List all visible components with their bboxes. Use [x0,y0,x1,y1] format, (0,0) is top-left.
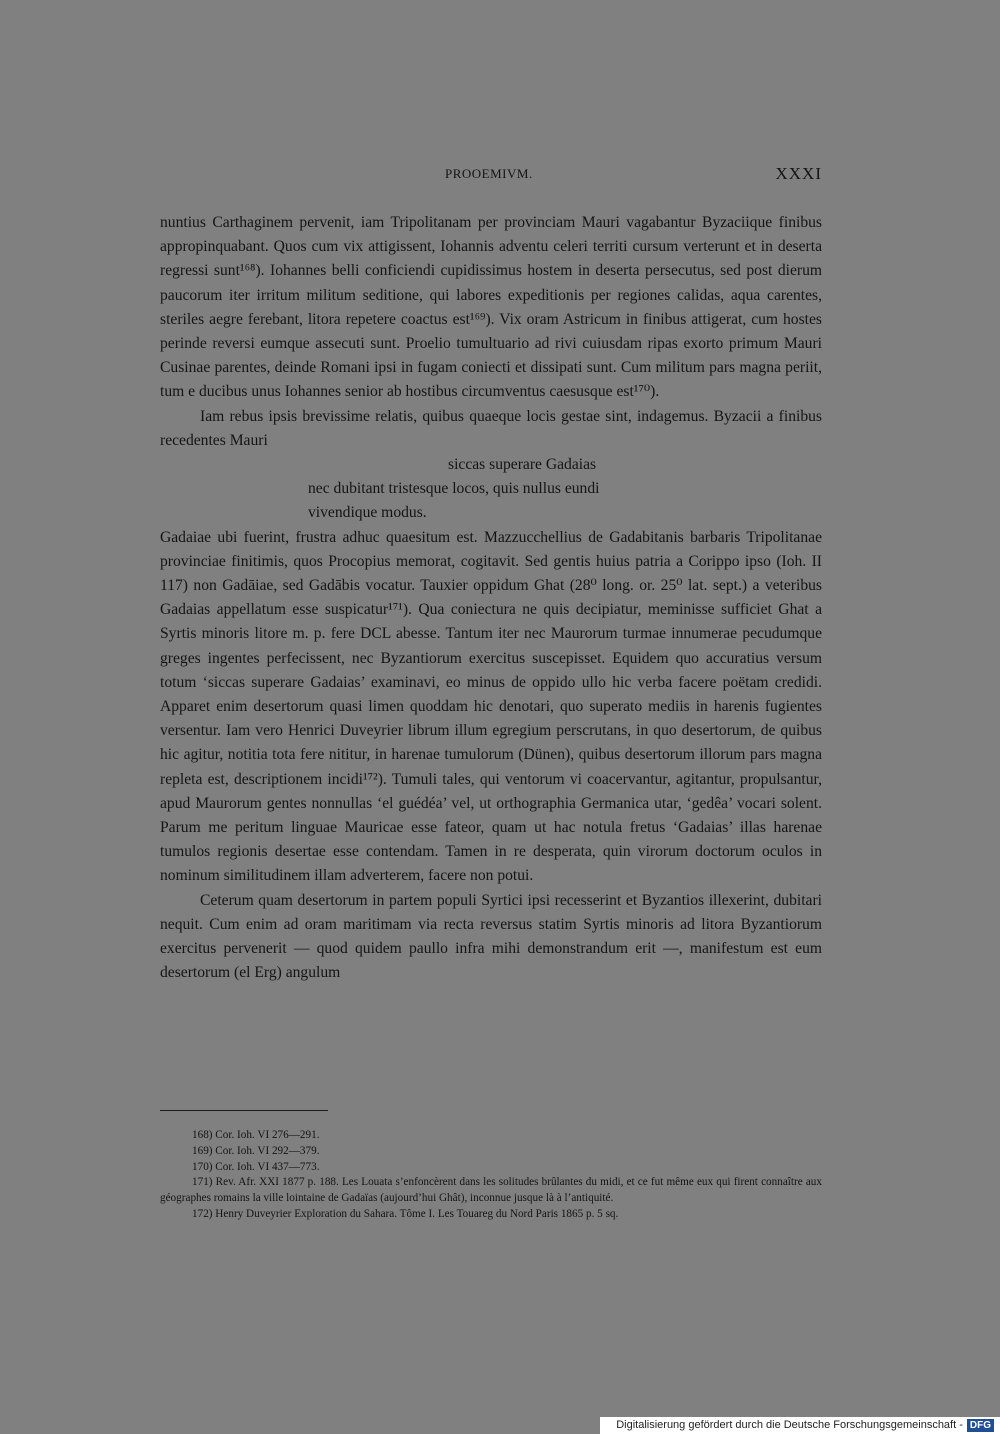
paragraph-4: Ceterum quam desertorum in partem populi Syrtici ipsi recesserint et Byzantios illexerint, dubitari nequit. Cum enim ad oram maritimam via recta reversus statim Syrtis minoris ad litora Byzantiorum exercitus pervenerit — quod quidem paullo infra mihi demonstrandum erit —, manifestum est eum desertorum (el Erg) angulum [160,891,822,982]
page-number: XXXI [775,164,822,183]
funding-credit-text: Digitalisierung gefördert durch die Deutsche Forschungsgemeinschaft - [616,1419,963,1431]
footnotes [160,1128,822,1223]
paragraph-1: nuntius Carthaginem pervenit, iam Tripolitanam per provinciam Mauri vagabantur Byzaciique finibus appropinquabant. Quos cum vix attigissent, Iohannis adventu celeri territi cursum verterunt et in deserta regressi sunt¹⁶⁸). Iohannes belli conficiendi cupidissimus hostem in deserta persecutus, sed post dierum paucorum iter irritum militum seditione, qui labores expeditionis per regiones calidas, aqua carentes, steriles aegre ferebant, litora repetere coactus est¹⁶⁹). Vix oram Astricum in finibus attigerat, cum hostes perinde reversi eumque assecuti sunt. Proelio tumultuario ad rivi cuiusdam ripas exorto primum Mauri Cusinae parentes, deinde Romani ipsi in fugam coniecti et dissipati sunt. Cum militum pars magna periit, tum e ducibus unus Iohannes senior ab hostibus circumventus caesusque est¹⁷⁰). [160,214,822,401]
main-text [160,211,822,986]
paragraph-2: Iam rebus ipsis brevissime relatis, quibus quaeque locis gestae sint, indagemus. Byzacii a finibus recedentes Mauri [160,407,822,449]
paragraph-3: Gadaiae ubi fuerint, frustra adhuc quaesitum est. Mazzucchellius de Gadabitanis barbaris Tripolitanae provinciae finitimis, quos Procopius memorat, cogitavit. Sed gentis huius patria a Corippo ipso (Ioh. II 117) non Gadāiae, sed Gadābis vocatur. Tauxier oppidum Ghat (28⁰ long. or. 25⁰ lat. sept.) a veteribus Gadaias appellatum esse suspicatur¹⁷¹). Qua coniectura ne quis decipiatur, meminisse sufficiet Ghat a Syrtis minoris litore m. p. fere DCL abesse. Tantum iter nec Maurorum turmae innumerae pecudumque greges ingentes perfecissent, nec Byzantiorum exercitus suscepisset. Equidem quo accuratius versum totum ‘siccas superare Gadaias’ examinavi, eo minus de oppido ullo hic verba facere poëtam credidi. Apparet enim desertorum quasi limen quoddam hic denotari, quo superato mediis in harenis fugientes versentur. Iam vero Henrici Duveyrier librum illum egregium perscrutans, in quo desertorum, de quibus hic agitur, notitia tota fere nititur, in harenae tumulorum (Dünen), quibus desertorum illorum pars magna repleta est, descriptionem incidi¹⁷²). Tumuli tales, qui ventorum vi coacervantur, agitantur, propulsantur, apud Maurorum gentes nonnullas ‘el guédéa’ vel, ut orthographia Germanica utar, ‘gedêa’ vocari solent. Parum me peritum linguae Mauricae esse fateor, quam ut hac notula fretus ‘Gadaias’ illas harenae tumulos regionis desertae esse contendam. Tamen in re desperata, quin virorum doctorum oculos in nominum similitudinem illam adverterem, facere non potui. [160,528,822,885]
dfg-logo: DFG [967,1419,994,1432]
footnote-168: 168) Cor. Ioh. VI 276—291. [192,1129,320,1141]
footnote-169: 169) Cor. Ioh. VI 292—379. [192,1144,320,1157]
footnote-separator [160,1110,328,1111]
verse-line-1: siccas superare Gadaias [448,456,597,474]
footnote-171: 171) Rev. Afr. XXI 1877 p. 188. Les Louata s’enfoncèrent dans les solitudes brûlantes du midi, et ce fut même eux qui firent connaître aux géographes romains la ville lointaine de Gadaïas (aujourd’hui Ghât), inconnue jusque là à l’antiquité. [160,1176,822,1205]
verse-line-3: vivendique modus. [308,504,427,522]
footnote-170: 170) Cor. Ioh. VI 437—773. [192,1160,320,1173]
running-title: PROOEMIVM. [445,166,533,181]
footnote-172: 172) Henry Duveyrier Exploration du Sahara. Tôme I. Les Touareg du Nord Paris 1865 p. 5 sq. [192,1207,619,1220]
funding-credit-bar [600,1417,1000,1434]
verse-line-2: nec dubitant tristesque locos, quis nullus eundi [308,480,600,498]
verse-quotation [160,453,822,526]
page-header [160,164,822,188]
